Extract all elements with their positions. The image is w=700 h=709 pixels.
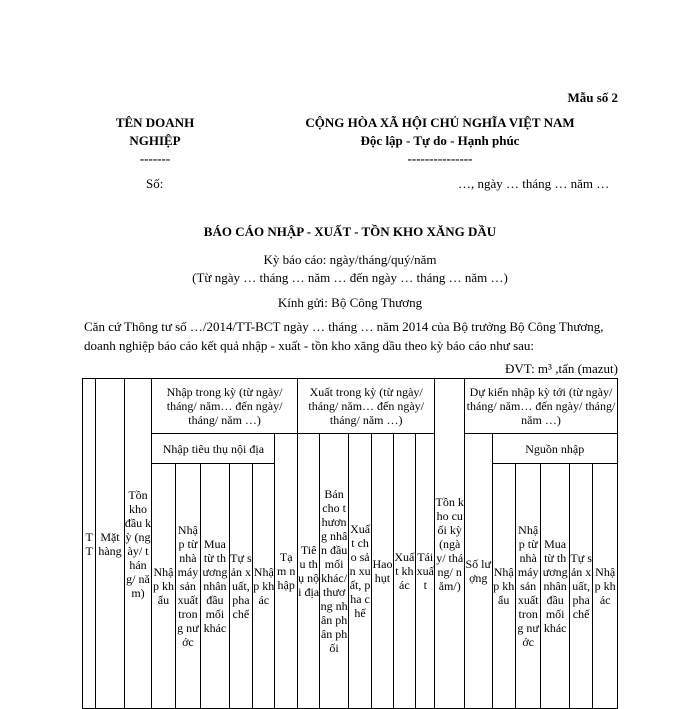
- col-self-produced: Tự sản xuất, pha chế: [229, 464, 252, 709]
- col-source-self-produced: Tự sản xuất, pha chế: [569, 464, 592, 709]
- col-other-export: Xuất khác: [393, 434, 415, 709]
- col-source-buy-traders: Mua từ thương nhân đầu mối khác: [541, 464, 570, 709]
- report-period: Kỳ báo cáo: ngày/tháng/quý/năm: [263, 252, 437, 267]
- col-buy-from-traders: Mua từ thương nhân đầu mối khác: [201, 464, 230, 709]
- col-loss: Hao hụt: [372, 434, 393, 709]
- col-source-other: Nhập khác: [593, 464, 618, 709]
- motto-divider: ---------------: [407, 151, 473, 166]
- recipient-line: Kính gửi: Bộ Công Thương: [277, 295, 423, 310]
- col-closing-stock: Tồn kho cuối kỳ (ngày/ tháng/ năm/): [435, 379, 465, 709]
- group-import: Nhập trong kỳ (từ ngày/ tháng/ năm… đến ngày/ tháng/ năm …): [152, 379, 298, 434]
- col-reexport: Tái xuất: [416, 434, 435, 709]
- form-number: Mẫu số 2: [567, 90, 618, 105]
- col-source-domestic-producer: Nhập từ nhà máy sản xuất trong nước: [515, 464, 540, 709]
- col-temp-import: Tạm nhập: [275, 434, 297, 709]
- national-motto: Độc lập - Tự do - Hạnh phúc: [360, 133, 520, 148]
- group-planned-import: Dự kiến nhập kỳ tới (từ ngày/ tháng/ năm… đến ngày/ tháng/ năm …): [465, 379, 618, 434]
- document-date: …, ngày … tháng … năm …: [458, 176, 610, 191]
- document-number: Số:: [146, 176, 164, 191]
- col-import-domestic-producer: Nhập từ nhà máy sản xuất trong nước: [175, 464, 200, 709]
- report-title: BÁO CÁO NHẬP - XUẤT - TỒN KHO XĂNG DẦU: [203, 224, 497, 239]
- col-export-production: Xuất cho sản xuất, pha chế: [348, 434, 371, 709]
- col-item: Mặt hàng: [96, 379, 125, 709]
- company-divider: -------: [139, 151, 171, 166]
- col-source-import: Nhập khẩu: [492, 464, 515, 709]
- company-header: [95, 114, 215, 168]
- col-opening-stock: Tồn kho đầu kỳ (ngày/ tháng/ năm): [124, 379, 152, 709]
- company-label: TÊN DOANH NGHIỆP: [115, 115, 195, 148]
- col-domestic-consumption: Tiêu thụ nội địa: [297, 434, 319, 709]
- unit-label: ĐVT: m³ ,tấn (mazut): [505, 361, 618, 376]
- sub-import-source: Nguồn nhập: [492, 434, 618, 464]
- basis-paragraph: Căn cứ Thông tư số …/2014/TT-BCT ngày … tháng … năm 2014 của Bộ trưởng Bộ Công Thương, doanh nghiệp báo cáo kết quả nhập - xuất - tồn kho xăng dầu theo kỳ báo cáo như sau:: [84, 319, 604, 353]
- inventory-table: [82, 378, 618, 709]
- col-sold-to-traders: Bán cho thương nhân đầu mối khác/ thương nhân phân phối: [320, 434, 349, 709]
- national-header: [270, 114, 610, 168]
- report-period-range: (Từ ngày … tháng … năm … đến ngày … tháng … năm …): [192, 270, 508, 285]
- col-import-direct: Nhập khẩu: [152, 464, 175, 709]
- col-planned-quantity: Số lượng: [465, 434, 493, 709]
- col-tt: TT: [83, 379, 96, 709]
- group-export: Xuất trong kỳ (từ ngày/ tháng/ năm… đến ngày/ tháng/ năm …): [297, 379, 435, 434]
- republic-title: CỘNG HÒA XÃ HỘI CHỦ NGHĨA VIỆT NAM: [305, 115, 575, 130]
- col-other-import: Nhập khác: [253, 464, 275, 709]
- sub-domestic-import: Nhập tiêu thụ nội địa: [152, 434, 275, 464]
